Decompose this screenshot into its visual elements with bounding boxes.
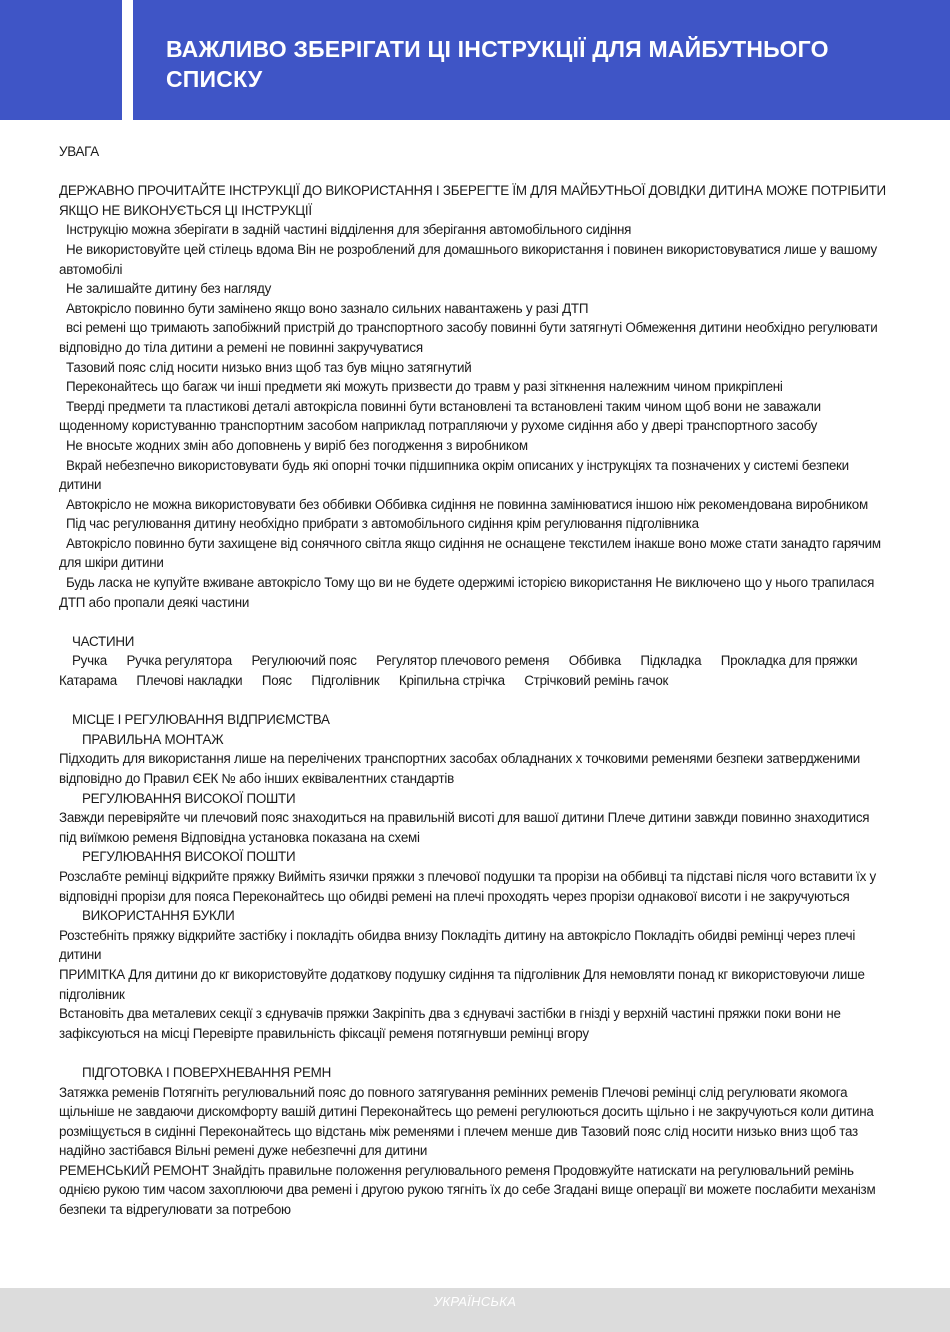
header-accent-block — [0, 0, 122, 120]
part-item: Регулятор плечового ременя — [376, 653, 550, 669]
part-item: Оббивка — [568, 653, 621, 669]
part-item: Пояс — [261, 673, 292, 689]
parts-list-row — [59, 651, 889, 671]
subsection-title: ВИКОРИСТАННЯ БУКЛИ — [82, 908, 235, 924]
preparation-text: Затяжка ременів Потягніть регулювальний пояс до повного затягування ремінних ременів Плечові ремінці слід регулювати якомога щільніше не завдаючи дискомфорту вашій дитині Переконайтесь що ремені регулюються досить щільно і не закручуються коли дитина розміщується в сидінні Переконайтесь що відстань між ременями і плечем менше див Тазовий пояс слід носити низько вниз щоб таз надійно застібався Вільні ремені дуже небезпечні для дитини — [59, 1084, 874, 1159]
page-title: ВАЖЛИВО ЗБЕРІГАТИ ЦІ ІНСТРУКЦІЇ ДЛЯ МАЙБУТНЬОГО СПИСКУ — [166, 36, 829, 92]
part-item: Ручка — [72, 653, 107, 669]
warning-item: Вкрай небезпечно використовувати будь які опорні точки підшипника окрім описаних у інструкціях та позначених у системі безпеки дитини — [59, 457, 849, 493]
warning-item: Будь ласка не купуйте вживане автокрісло Тому що ви не будете одержимі історією використання Не виключено що у нього трапилася ДТП або пропали деякі частини — [59, 575, 875, 610]
warning-item: Не вносьте жодних змін або доповнень у виріб без погодження з виробником — [66, 437, 528, 453]
part-item: Плечові накладки — [136, 673, 243, 689]
part-item: Ручка регулятора — [126, 653, 232, 669]
part-item: Стрічковий ремінь гачок — [524, 673, 669, 689]
part-item: Підголівник — [311, 673, 380, 689]
warning-item: Тверді предмети та пластикові деталі автокрісла повинні бути встановлені та встановлені таким чином щоб вони не заважали щоденному користуванню транспортним засобом наприклад потрапляючи у рухоме сидіння або у двері транспортного засобу — [59, 398, 821, 434]
warning-item: Не залишайте дитину без нагляду — [66, 281, 272, 297]
warning-intro: ДЕРЖАВНО ПРОЧИТАЙТЕ ІНСТРУКЦІЇ ДО ВИКОРИСТАННЯ І ЗБЕРЕГТЕ ЇМ ДЛЯ МАЙБУТНЬОЇ ДОВІДКИ ДИТИНА МОЖЕ ПОТРІБИТИ ЯКЩО НЕ ВИКОНУЄТЬСЯ ЦІ ІНСТРУКЦІЇ — [59, 183, 886, 218]
warning-item: Автокрісло повинно бути замінено якщо воно зазнало сильних навантажень у разі ДТП — [66, 300, 589, 316]
subsection-title: РЕГУЛЮВАННЯ ВИСОКОЇ ПОШТИ — [82, 790, 296, 806]
subsection-text: Завжди перевіряйте чи плечовий пояс знаходиться на правильній висоті для вашої дитини Плече дитини завжди повинно знаходитися під виїмкою ременя Відповідна установка показана на схемі — [59, 810, 870, 845]
preparation-text: РЕМЕНСЬКИЙ РЕМОНТ Знайдіть правильне положення регулювального ременя Продовжуйте натискати на регулювальний ремінь однією рукою тим часом захоплюючи два ремені і другою рукою тягніть їх до себе Згадані вище операції ви можете послабити механізм безпеки та відрегулювати за потребою — [59, 1162, 876, 1218]
warning-item: Не використовуйте цей стілець вдома Він не розроблений для домашнього використання і повинен використовуватися лише у вашому автомобілі — [59, 241, 877, 277]
warning-item: Під час регулювання дитину необхідно прибрати з автомобільного сидіння крім регулювання підголівника — [66, 516, 699, 532]
part-item: Підкладка — [640, 653, 702, 669]
page-footer — [0, 1288, 950, 1332]
warning-heading: УВАГА — [59, 144, 99, 159]
subsection-text: Розслабте ремінці відкрийте пряжку Вийміть язички пряжки з плечової подушки та прорізи на оббивці та підставі після чого вставити їх у відповідні прорізи для пояса Переконайтесь що обидві ремені на плечі проходять через прорізи однакової висоти і не закручуються — [59, 868, 876, 904]
subsection-text: Встановіть два металевих секції з єднувачів пряжки Закріпіть два з єднувачі застібки в гнізді у верхній частині пряжки поки вони не зафіксуються на місці Перевірте правильність фіксації ременя потягнувши ремінці вгору — [59, 1006, 841, 1041]
preparation-heading: ПІДГОТОВКА І ПОВЕРХНЕВАННЯ РЕМН — [82, 1064, 331, 1080]
parts-list-row — [59, 671, 889, 691]
parts-heading: ЧАСТИНИ — [72, 633, 135, 649]
part-item: Кріпильна стрічка — [398, 673, 505, 689]
part-item: Прокладка для пряжки — [720, 653, 858, 669]
document-body — [59, 142, 889, 1220]
subsection-text: Розстебніть пряжку відкрийте застібку і покладіть обидва внизу Покладіть дитину на автокрісло Покладіть обидві ремінці через плечі дитини — [59, 927, 856, 963]
warning-item: Інструкцію можна зберігати в задній частині відділення для зберігання автомобільного сидіння — [66, 222, 632, 238]
page-header — [0, 0, 950, 120]
warning-item: Автокрісло не можна використовувати без оббивки Оббивка сидіння не повинна замінюватися іншою ніж рекомендована виробником — [66, 496, 868, 512]
subsection-title: ПРАВИЛЬНА МОНТАЖ — [82, 731, 224, 747]
part-item: Катарама — [59, 673, 117, 689]
warning-item: всі ремені що тримають запобіжний пристрій до транспортного засобу повинні бути затягнуті Обмеження дитини необхідно регулювати відповідно до тіла дитини а ремені не повинні закручуватися — [59, 320, 878, 355]
footer-language: УКРАЇНСЬКА — [433, 1294, 517, 1309]
warning-item: Переконайтесь що багаж чи інші предмети які можуть призвести до травм у разі зіткнення належним чином прикріплені — [66, 379, 783, 395]
subsection-text: Підходить для використання лише на перелічених транспортних засобах обладнаних х точковими ременями безпеки затвердженими відповідно до Правил ЄЕК № або інших еквівалентних стандартів — [59, 751, 860, 786]
part-item: Регулюючий пояс — [251, 653, 357, 669]
warning-item: Автокрісло повинно бути захищене від сонячного світла якщо сидіння не оснащене текстилем інакше воно може стати занадто гарячим для шкіри дитини — [59, 535, 881, 571]
subsection-title: РЕГУЛЮВАННЯ ВИСОКОЇ ПОШТИ — [82, 849, 296, 865]
installation-heading: МІСЦЕ І РЕГУЛЮВАННЯ ВІДПРИЄМСТВА — [72, 712, 330, 728]
warning-item: Тазовий пояс слід носити низько вниз щоб таз був міцно затягнутий — [66, 359, 472, 375]
note-text: ПРИМІТКА Для дитини до кг використовуйте додаткову подушку сидіння та підголівник Для немовляти понад кг використовуючи лише підголівник — [59, 966, 865, 1002]
